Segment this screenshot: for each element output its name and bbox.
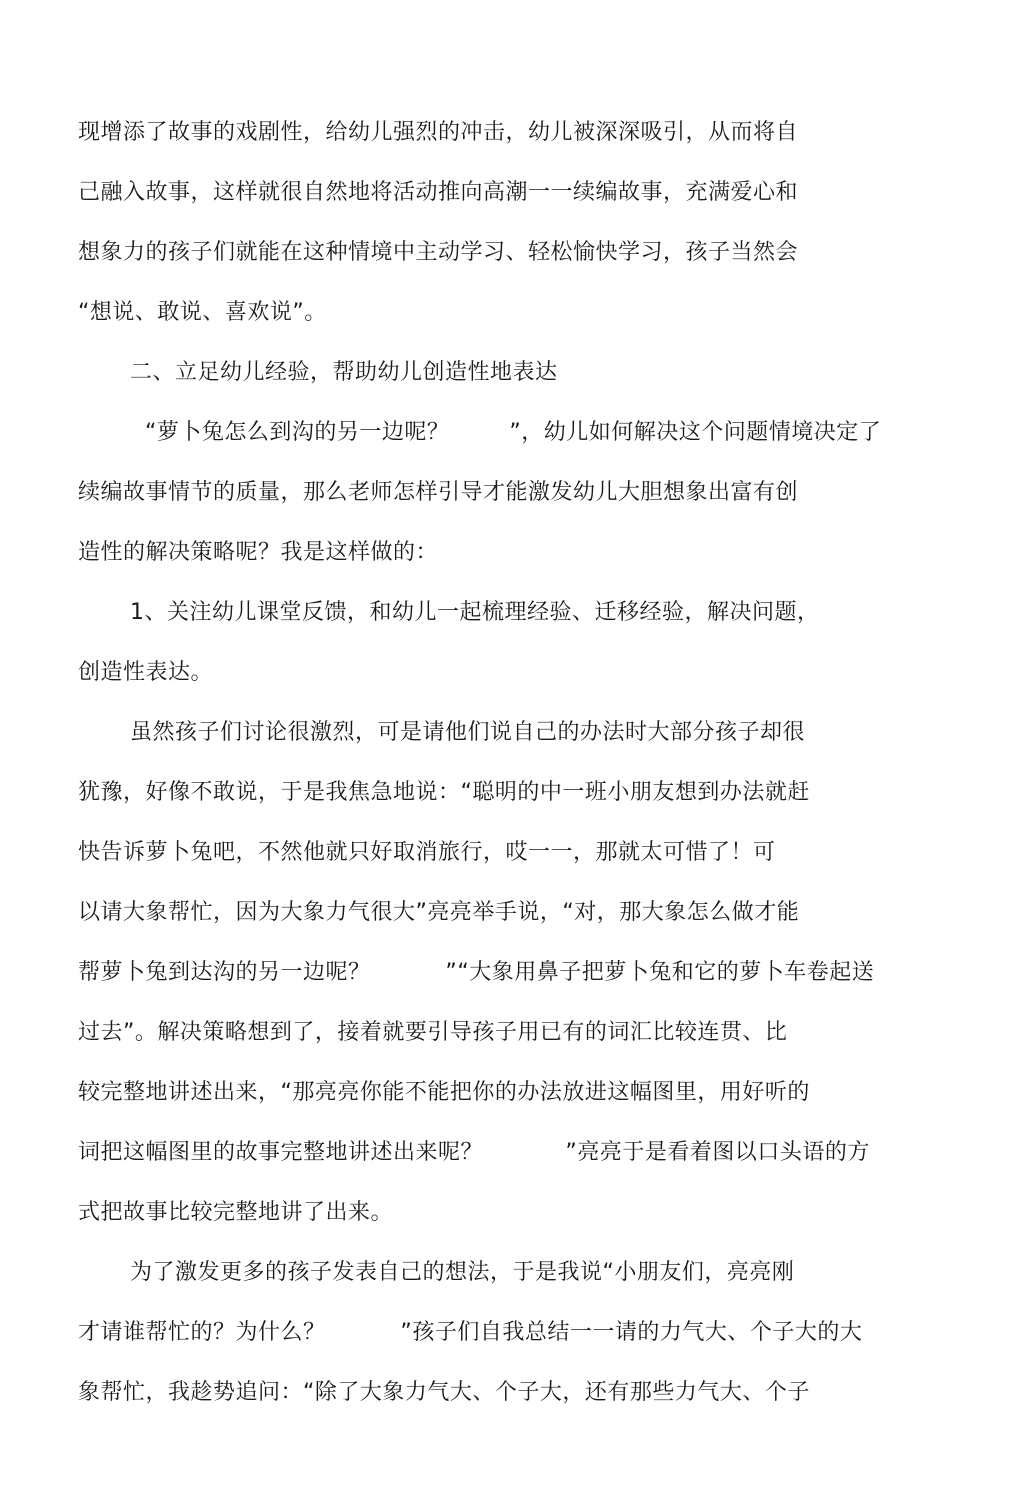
text-line-22: 象帮忙，我趁势追问：“除了大象力气大、个子大，还有那些力气大、个子	[78, 1380, 810, 1405]
text-line-7: 续编故事情节的质量，那么老师怎样引导才能激发幼儿大胆想象出富有创	[78, 480, 799, 505]
text-line-11: 虽然孩子们讨论很激烈，可是请他们说自己的办法时大部分孩子却很	[130, 720, 806, 745]
text-line-17: 较完整地讲述出来，“那亮亮你能不能把你的办法放进这幅图里，用好听的	[78, 1080, 810, 1105]
section-heading: 二、立足幼儿经验，帮助幼儿创造性地表达	[130, 360, 558, 385]
text-line-18: 词把这幅图里的故事完整地讲述出来呢？ ”亮亮于是看着图以口头语的方	[78, 1140, 870, 1165]
text-line-6: “萝卜兔怎么到沟的另一边呢？ ”，幼儿如何解决这个问题情境决定了	[145, 420, 882, 445]
text-line-4: “想说、敢说、喜欢说”。	[78, 300, 327, 325]
subsection-heading: 1、关注幼儿课堂反馈，和幼儿一起梳理经验、迁移经验，解决问题，	[130, 600, 820, 625]
text-line-13: 快告诉萝卜兔吧，不然他就只好取消旅行，哎一一，那就太可惜了！可	[78, 840, 776, 865]
text-line-21: 才请谁帮忙的？为什么？ ”孩子们自我总结一一请的力气大、个子大的大	[78, 1320, 863, 1345]
text-line-15: 帮萝卜兔到达沟的另一边呢？ ”“大象用鼻子把萝卜兔和它的萝卜车卷起送	[78, 960, 875, 985]
text-line-10: 创造性表达。	[78, 660, 214, 685]
text-line-14: 以请大象帮忙，因为大象力气很大”亮亮举手说，“对，那大象怎么做才能	[78, 900, 800, 925]
text-line-2: 己融入故事，这样就很自然地将活动推向高潮一一续编故事，充满爱心和	[78, 180, 799, 205]
text-line-1: 现增添了故事的戏剧性，给幼儿强烈的冲击，幼儿被深深吸引，从而将自	[78, 120, 799, 145]
text-line-19: 式把故事比较完整地讲了出来。	[78, 1200, 394, 1225]
text-line-16: 过去”。解决策略想到了，接着就要引导孩子用已有的词汇比较连贯、比	[78, 1020, 788, 1045]
text-line-12: 犹豫，好像不敢说，于是我焦急地说：“聪明的中一班小朋友想到办法就赶	[78, 780, 810, 805]
text-line-20: 为了激发更多的孩子发表自己的想法，于是我说“小朋友们，亮亮刚	[130, 1260, 795, 1285]
text-line-8: 造性的解决策略呢？我是这样做的：	[78, 540, 439, 565]
text-line-3: 想象力的孩子们就能在这种情境中主动学习、轻松愉快学习，孩子当然会	[78, 240, 799, 265]
